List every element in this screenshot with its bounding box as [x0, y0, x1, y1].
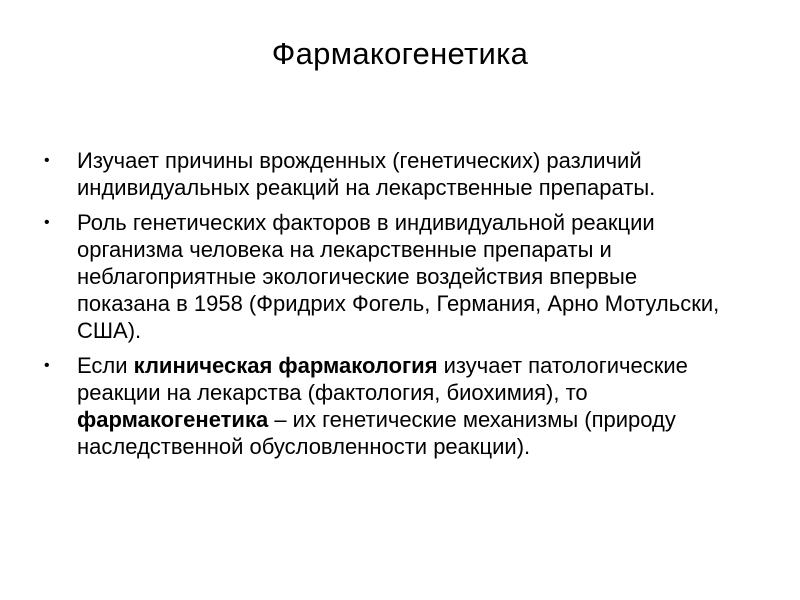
bullet-list	[44, 147, 724, 468]
bullet-1-segment-1: Изучает причины врожденных (генетических) различий индивидуальных реакций на лекарственные препараты.	[77, 148, 656, 200]
bullet-2-segment-1: Роль генетических факторов в индивидуальной реакции организма человека на лекарственные препараты и неблагоприятные экологические воздействия впервые показана в 1958 (Фридрих Фогель, Германия, Арно Мотульски, США).	[77, 210, 720, 343]
bullet-text-3	[77, 353, 688, 459]
bullet-item-2	[44, 209, 724, 344]
bullet-item-3	[44, 352, 724, 460]
bullet-item-1	[44, 147, 724, 201]
bullet-3-term-clinical-pharmacology: клиническая фармакология	[133, 353, 438, 378]
slide-title: Фармакогенетика	[271, 36, 529, 71]
bullet-dot-icon: •	[44, 357, 50, 374]
bullet-dot-icon: •	[44, 214, 50, 231]
bullet-3-term-pharmacogenetics: фармакогенетика	[77, 407, 269, 432]
bullet-3-segment-3: изучает патологические реакции на лекарства (фактология, биохимия), то	[77, 353, 688, 405]
bullet-text-2	[77, 210, 719, 343]
bullet-3-segment-1: Если	[77, 353, 134, 378]
bullet-3-segment-5: – их генетические механизмы (природу наследственной обусловленности реакции).	[77, 407, 676, 459]
bullet-text-1	[77, 148, 655, 200]
bullet-dot-icon: •	[44, 152, 50, 169]
